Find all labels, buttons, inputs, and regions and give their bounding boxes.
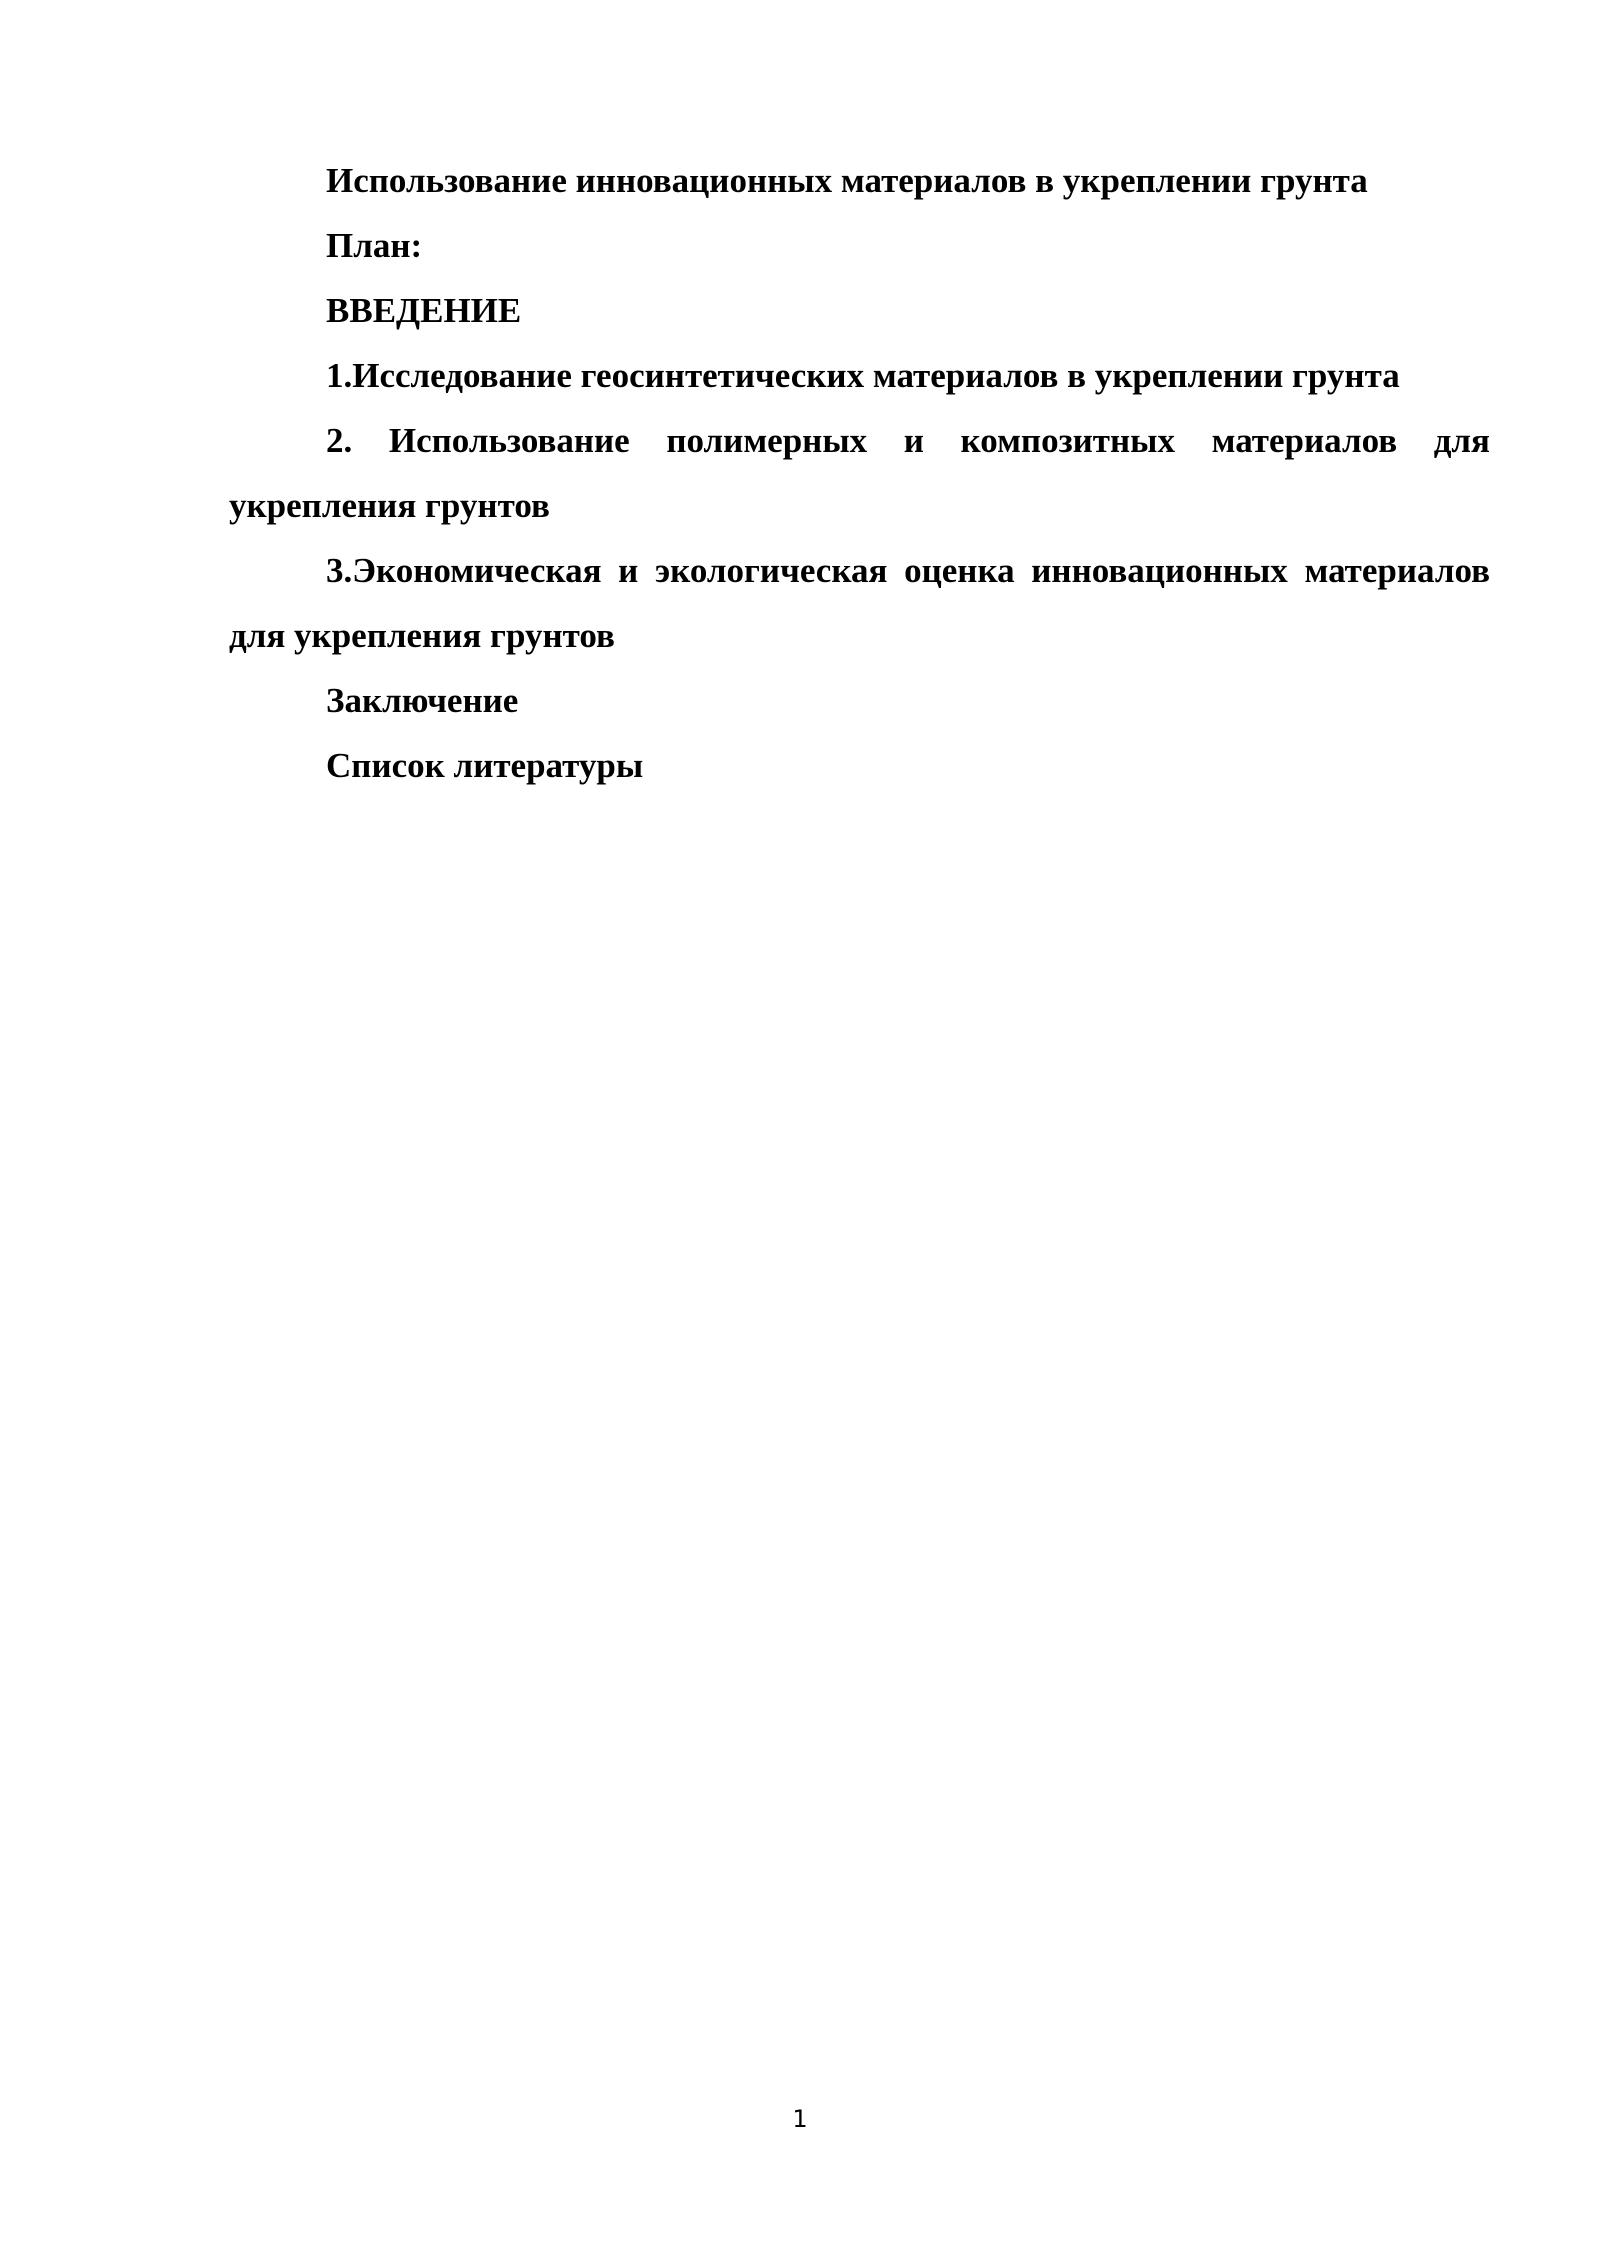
plan-heading: План: — [326, 226, 423, 265]
plan-item-3: 3.Экономическая и экологическая оценка инновационных материалов для укрепления грунтов — [229, 551, 1490, 655]
plan-item-introduction: ВВЕДЕНИЕ — [326, 291, 522, 330]
plan-item-2: 2. Использование полимерных и композитных материалов для укрепления грунтов — [229, 421, 1490, 525]
plan-item-references: Список литературы — [326, 746, 644, 785]
plan-item-1: 1.Исследование геосинтетических материалов в укреплении грунта — [326, 356, 1400, 395]
document-body — [229, 148, 1490, 798]
plan-item-conclusion: Заключение — [326, 681, 519, 720]
page-number: 1 — [792, 2105, 808, 2133]
document-title: Использование инновационных материалов в укреплении грунта — [326, 161, 1368, 200]
